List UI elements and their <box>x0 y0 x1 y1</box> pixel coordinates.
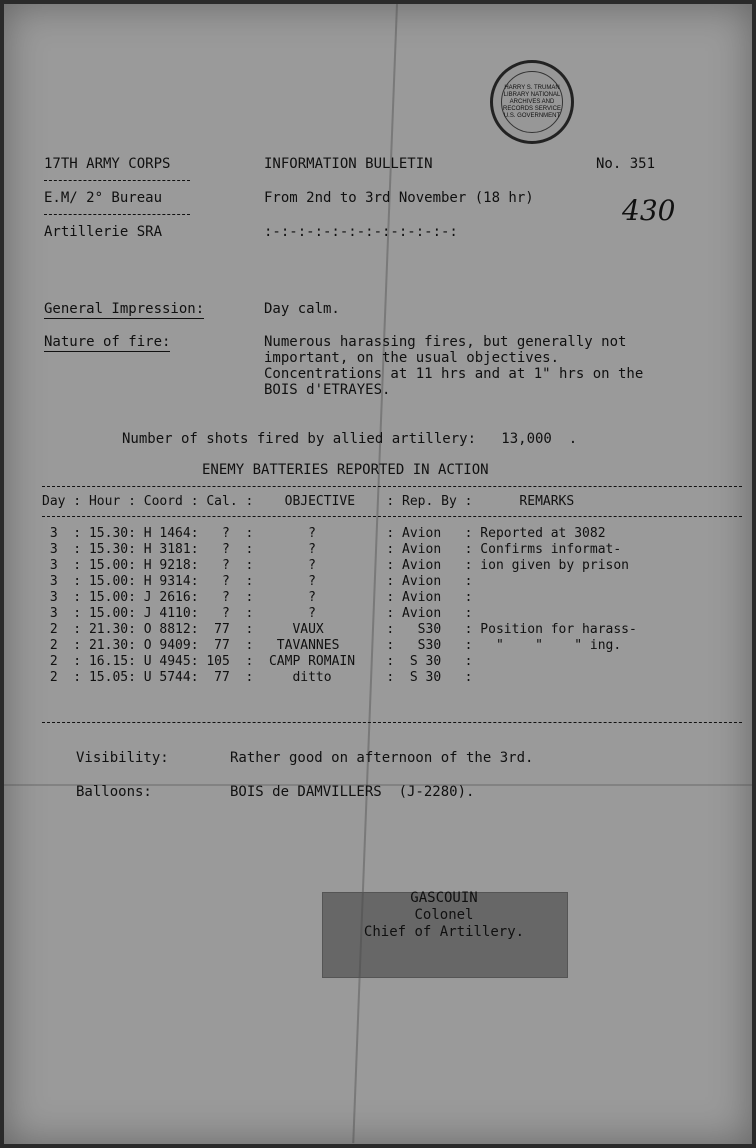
archive-stamp <box>490 60 574 144</box>
table-row <box>42 574 637 590</box>
header-divider-1 <box>44 180 190 181</box>
table-cell: 3 : 15.30: H 1464: ? : ? : Avion : Reported at 3082 <box>42 526 606 541</box>
table-header-rule <box>42 516 742 517</box>
artillery-unit: Artillerie SRA <box>44 224 163 240</box>
table-row <box>42 558 637 574</box>
nature-line: BOIS d'ETRAYES. <box>264 382 391 398</box>
table-cell: 2 : 21.30: O 8812: 77 : VAUX : S30 : Position for harass- <box>42 622 637 637</box>
nature-line: Numerous harassing fires, but generally not <box>264 334 627 350</box>
bureau-name: E.M/ 2° Bureau <box>44 190 163 206</box>
visibility-value: Rather good on afternoon of the 3rd. <box>230 750 534 766</box>
signature-rank: Colonel <box>414 907 474 923</box>
table-row <box>42 670 637 686</box>
archive-stamp-text: HARRY S. TRUMAN LIBRARY NATIONAL ARCHIVES AND RECORDS SERVICE U.S. GOVERNMENT <box>503 84 561 119</box>
table-row <box>42 638 637 654</box>
table-title: ENEMY BATTERIES REPORTED IN ACTION <box>202 462 489 478</box>
corps-name: 17TH ARMY CORPS <box>44 156 171 172</box>
handwritten-number: 430 <box>622 194 676 227</box>
table-row <box>42 622 637 638</box>
table-cell: 2 : 21.30: O 9409: 77 : TAVANNES : S30 : " " " ing. <box>42 638 622 653</box>
table-cell: 2 : 16.15: U 4945: 105 : CAMP ROMAIN : S 30 : <box>42 654 473 669</box>
table-cell: 3 : 15.00: J 2616: ? : ? : Avion : <box>42 590 473 605</box>
archive-stamp-inner <box>501 71 563 133</box>
table-row <box>42 606 637 622</box>
bulletin-number: No. 351 <box>596 156 656 172</box>
table-cell: 3 : 15.30: H 3181: ? : ? : Avion : Confirms informat- <box>42 542 622 557</box>
table-cell: 2 : 15.05: U 5744: 77 : ditto : S 30 : <box>42 670 473 685</box>
balloons-value: BOIS de DAMVILLERS (J-2280). <box>230 784 475 800</box>
general-impression-label: General Impression: <box>44 301 205 317</box>
table-row <box>42 542 637 558</box>
table-row <box>42 654 637 670</box>
table-header-row: Day : Hour : Coord : Cal. : OBJECTIVE : Rep. By : REMARKS <box>42 494 575 509</box>
table-cell: 3 : 15.00: H 9314: ? : ? : Avion : <box>42 574 473 589</box>
table-bottom-rule <box>42 722 742 723</box>
document-title: INFORMATION BULLETIN <box>264 156 433 172</box>
shots-fired: Number of shots fired by allied artillery: 13,000 . <box>122 431 578 447</box>
signature-name: GASCOUIN <box>410 890 478 906</box>
table-cell: 3 : 15.00: J 4110: ? : ? : Avion : <box>42 606 473 621</box>
table-top-rule <box>42 486 742 487</box>
balloons-label: Balloons: <box>76 784 152 800</box>
report-period: From 2nd to 3rd November (18 hr) <box>264 190 534 206</box>
nature-line: important, on the usual objectives. <box>264 350 560 366</box>
table-row <box>42 526 637 542</box>
header-divider-2 <box>44 214 190 215</box>
nature-line: Concentrations at 11 hrs and at 1" hrs on the <box>264 366 644 382</box>
table-row <box>42 590 637 606</box>
document-sheet <box>4 4 752 1144</box>
general-impression-value: Day calm. <box>264 301 340 317</box>
table-cell: 3 : 15.00: H 9218: ? : ? : Avion : ion given by prison <box>42 558 629 573</box>
visibility-label: Visibility: <box>76 750 169 766</box>
nature-of-fire-label: Nature of fire: <box>44 334 171 350</box>
batteries-table <box>42 526 637 686</box>
signature-role: Chief of Artillery. <box>363 924 525 940</box>
header-separator: :-:-:-:-:-:-:-:-:-:-:-: <box>264 224 458 240</box>
